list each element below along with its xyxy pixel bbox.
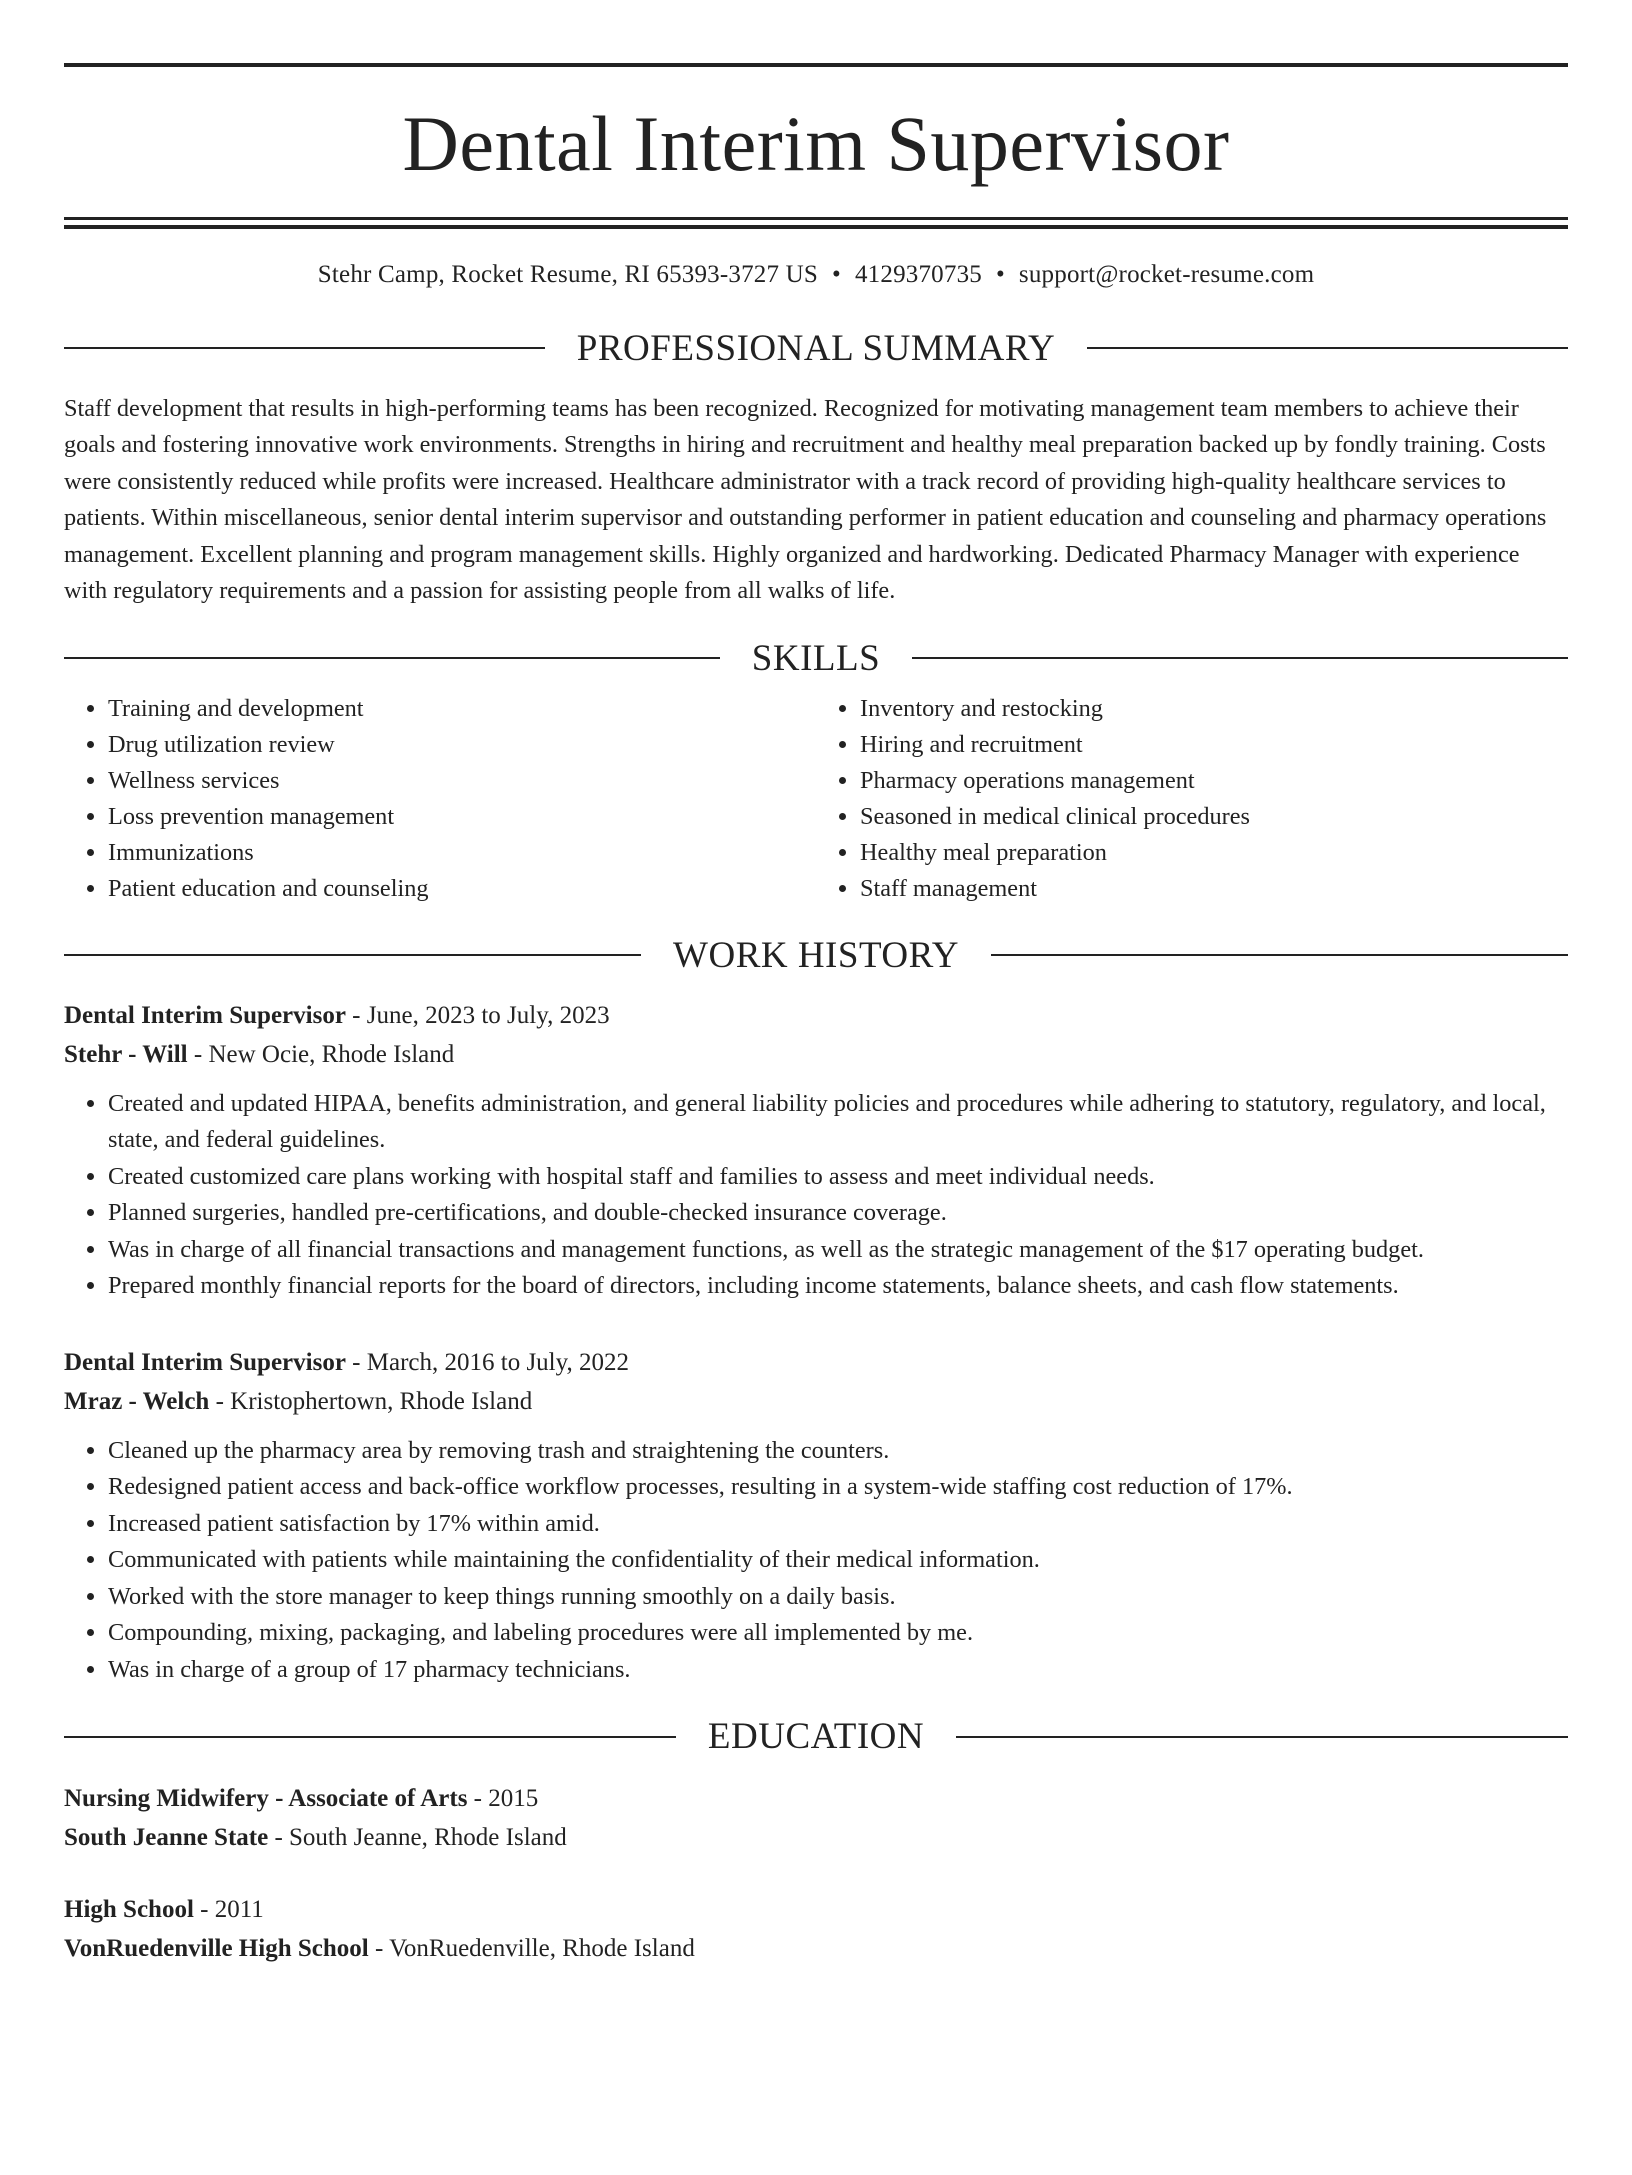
heading-rule bbox=[64, 657, 720, 659]
education-school-line bbox=[64, 1818, 1568, 1857]
contact-line bbox=[64, 259, 1568, 292]
education-location: - South Jeanne, Rhode Island bbox=[268, 1824, 567, 1851]
job-bullet: • Created customized care plans working with hospital staff and families to assess and meet individual needs. bbox=[108, 1159, 1568, 1196]
job-bullet: • Increased patient satisfaction by 17% within amid. bbox=[108, 1506, 1568, 1543]
skill-item: • Drug utilization review bbox=[108, 727, 816, 763]
job-location: - New Ocie, Rhode Island bbox=[187, 1040, 455, 1068]
job-bullet: • Redesigned patient access and back-office workflow processes, resulting in a system-wide staffing cost reduction of 17%. bbox=[108, 1469, 1568, 1506]
top-rule bbox=[64, 63, 1568, 67]
education-school-line bbox=[64, 1929, 1568, 1968]
section-title: WORK HISTORY bbox=[673, 934, 959, 976]
job-bullet: • Communicated with patients while maintaining the confidentiality of their medical information. bbox=[108, 1542, 1568, 1579]
education-entry bbox=[64, 1890, 1568, 1968]
job-bullet: • Was in charge of a group of 17 pharmacy technicians. bbox=[108, 1652, 1568, 1689]
skills-column-right bbox=[816, 691, 1568, 907]
job-bullet: • Planned surgeries, handled pre-certifications, and double-checked insurance coverage. bbox=[108, 1195, 1568, 1232]
heading-rule bbox=[991, 954, 1568, 956]
section-heading-skills bbox=[64, 637, 1568, 679]
job-location: - Kristophertown, Rhode Island bbox=[209, 1387, 533, 1415]
skill-item: • Wellness services bbox=[108, 763, 816, 799]
skill-item: • Pharmacy operations management bbox=[860, 763, 1568, 799]
summary-text: Staff development that results in high-performing teams has been recognized. Recognized for motivating management team members to achieve their goals and fostering innovative work environments. Strengths in hiring and recruitment and healthy meal preparation backed up by fondly training. Costs were consistently reduced while profits were increased. Healthcare administrator with a track record of providing high-quality healthcare services to patients. Within miscellaneous, senior dental interim supervisor and outstanding performer in patient education and counseling and pharmacy operations management. Excellent planning and program management skills. Highly organized and hardworking. Dedicated Pharmacy Manager with experience with regulatory requirements and a passion for assisting people from all walks of life. bbox=[64, 394, 1547, 604]
heading-rule bbox=[1087, 347, 1568, 349]
education-entry bbox=[64, 1779, 1568, 1857]
skill-item: • Healthy meal preparation bbox=[860, 835, 1568, 871]
skill-item: • Patient education and counseling bbox=[108, 871, 816, 907]
job-bullet: • Compounding, mixing, packaging, and labeling procedures were all implemented by me. bbox=[108, 1615, 1568, 1652]
contact-address: Stehr Camp, Rocket Resume, RI 65393-3727 US bbox=[317, 261, 819, 288]
job-bullet: • Worked with the store manager to keep things running smoothly on a daily basis. bbox=[108, 1579, 1568, 1616]
job-bullets bbox=[64, 1433, 1568, 1689]
education-school: VonRuedenville High School bbox=[64, 1935, 369, 1962]
job-company: Mraz - Welch bbox=[64, 1387, 210, 1415]
contact-phone: 4129370735 bbox=[854, 261, 982, 288]
job-dates: - June, 2023 to July, 2023 bbox=[345, 1001, 610, 1029]
contact-separator: • bbox=[832, 261, 841, 288]
heading-rule bbox=[64, 954, 641, 956]
section-title: SKILLS bbox=[751, 637, 881, 679]
resume-title: Dental Interim Supervisor bbox=[402, 100, 1230, 187]
section-title: PROFESSIONAL SUMMARY bbox=[576, 327, 1056, 369]
heading-rule bbox=[912, 657, 1568, 659]
job-entry bbox=[64, 996, 1568, 1305]
section-heading-work bbox=[64, 934, 1568, 976]
heading-rule bbox=[64, 347, 545, 349]
job-bullet: • Cleaned up the pharmacy area by removing trash and straightening the counters. bbox=[108, 1433, 1568, 1470]
job-bullets bbox=[64, 1086, 1568, 1305]
job-title: Dental Interim Supervisor bbox=[64, 1348, 346, 1376]
skill-item: • Hiring and recruitment bbox=[860, 727, 1568, 763]
section-heading-summary bbox=[64, 327, 1568, 369]
heading-rule bbox=[956, 1736, 1568, 1738]
education-location: - VonRuedenville, Rhode Island bbox=[368, 1935, 695, 1962]
skill-item: • Immunizations bbox=[108, 835, 816, 871]
education-year: - 2011 bbox=[193, 1896, 264, 1923]
job-title: Dental Interim Supervisor bbox=[64, 1001, 346, 1029]
education-degree-line bbox=[64, 1890, 1568, 1929]
skills-grid bbox=[64, 691, 1568, 907]
job-dates: - March, 2016 to July, 2022 bbox=[345, 1348, 629, 1376]
skill-item: • Inventory and restocking bbox=[860, 691, 1568, 727]
education-school: South Jeanne State bbox=[64, 1824, 269, 1851]
education-degree: High School bbox=[64, 1896, 194, 1923]
contact-separator: • bbox=[995, 261, 1005, 288]
job-bullet: • Was in charge of all financial transactions and management functions, as well as the strategic management of the $17 operating budget. bbox=[108, 1232, 1568, 1269]
education-degree-line bbox=[64, 1779, 1568, 1818]
section-title: EDUCATION bbox=[707, 1716, 925, 1757]
job-title-line bbox=[64, 1343, 1568, 1382]
job-entry bbox=[64, 1343, 1568, 1689]
contact-email: support@rocket-resume.com bbox=[1018, 261, 1315, 288]
job-company-line bbox=[64, 1382, 1568, 1421]
skills-column-left bbox=[64, 691, 816, 907]
job-bullet: • Created and updated HIPAA, benefits administration, and general liability policies and procedures while adhering to statutory, regulatory, and local, state, and federal guidelines. bbox=[108, 1086, 1568, 1159]
title-double-rule bbox=[64, 217, 1568, 229]
skill-item: • Seasoned in medical clinical procedures bbox=[860, 799, 1568, 835]
job-title-line bbox=[64, 996, 1568, 1035]
heading-rule bbox=[64, 1736, 676, 1738]
education-year: - 2015 bbox=[467, 1785, 539, 1812]
skill-item: • Staff management bbox=[860, 871, 1568, 907]
job-company: Stehr - Will bbox=[64, 1040, 188, 1068]
resume-page bbox=[0, 63, 1632, 2175]
skill-item: • Training and development bbox=[108, 691, 816, 727]
education-degree: Nursing Midwifery - Associate of Arts bbox=[64, 1785, 468, 1812]
job-company-line bbox=[64, 1035, 1568, 1074]
job-bullet: • Prepared monthly financial reports for the board of directors, including income statements, balance sheets, and cash flow statements. bbox=[108, 1268, 1568, 1305]
section-heading-education bbox=[64, 1718, 1568, 1755]
skill-item: • Loss prevention management bbox=[108, 799, 816, 835]
